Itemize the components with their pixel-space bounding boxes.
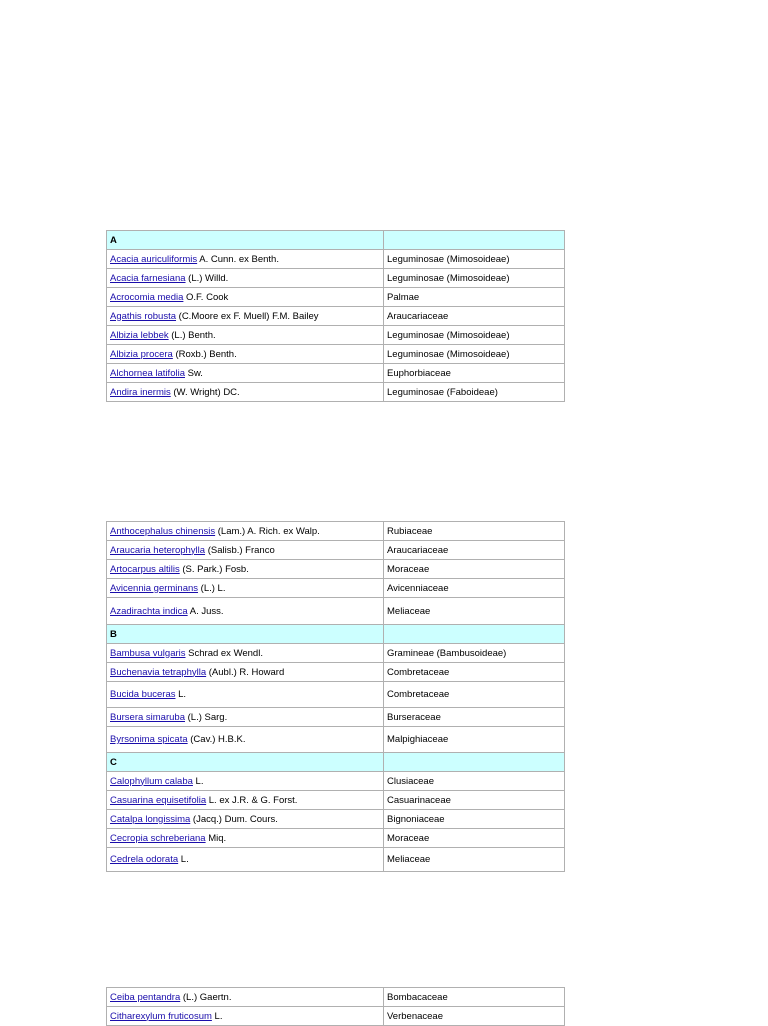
table-row [107, 541, 565, 560]
species-table-1 [106, 230, 565, 402]
species-name-cell [107, 988, 384, 1007]
species-link[interactable]: Albizia procera [110, 348, 173, 360]
family-cell: Malpighiaceae [384, 727, 565, 753]
table-row [107, 269, 565, 288]
species-name-cell [107, 326, 384, 345]
species-author: (L.) Willd. [185, 272, 229, 284]
table-row [107, 307, 565, 326]
species-link[interactable]: Buchenavia tetraphylla [110, 666, 207, 678]
table-row [107, 708, 565, 727]
family-cell: Moraceae [384, 560, 565, 579]
species-author: (Lam.) A. Rich. ex Walp. [215, 525, 320, 537]
species-link[interactable]: Casuarina equisetifolia [110, 794, 207, 806]
species-table-3 [106, 987, 565, 1026]
species-name-cell [107, 682, 384, 708]
table-row [107, 663, 565, 682]
species-name-cell [107, 345, 384, 364]
species-link[interactable]: Byrsonima spicata [110, 734, 188, 745]
table-row [107, 791, 565, 810]
species-name-cell [107, 250, 384, 269]
table-row [107, 1007, 565, 1026]
species-name-cell [107, 269, 384, 288]
table-row [107, 644, 565, 663]
species-name-cell [107, 810, 384, 829]
species-author: Schrad ex Wendl. [185, 647, 263, 659]
table-row [107, 727, 565, 753]
table-row [107, 250, 565, 269]
species-link[interactable]: Ceiba pentandra [110, 991, 181, 1003]
species-link[interactable]: Andira inermis [110, 386, 171, 398]
family-cell: Meliaceae [384, 598, 565, 625]
table-row [107, 598, 565, 625]
family-cell: Gramineae (Bambusoideae) [384, 644, 565, 663]
species-link[interactable]: Artocarpus altilis [110, 563, 180, 575]
species-link[interactable]: Albizia lebbek [110, 329, 169, 341]
family-cell: Clusiaceae [384, 772, 565, 791]
species-name-cell [107, 644, 384, 663]
family-cell: Verbenaceae [384, 1007, 565, 1026]
species-author: L. [178, 854, 189, 865]
family-cell: Combretaceae [384, 682, 565, 708]
family-cell: Leguminosae (Mimosoideae) [384, 326, 565, 345]
species-author: (Roxb.) Benth. [172, 348, 237, 360]
family-cell: Leguminosae (Faboideae) [384, 383, 565, 402]
species-author: Miq. [205, 832, 227, 844]
species-link[interactable]: Citharexylum fruticosum [110, 1010, 212, 1022]
species-link[interactable]: Bursera simaruba [110, 711, 185, 723]
letter-header-empty-cell [384, 753, 565, 772]
table-row [107, 682, 565, 708]
table-row [107, 288, 565, 307]
species-author: L. ex J.R. & G. Forst. [206, 794, 298, 806]
species-link[interactable]: Azadirachta indica [110, 605, 188, 617]
species-author: (Salisb.) Franco [205, 544, 275, 556]
species-name-cell [107, 541, 384, 560]
species-name-cell [107, 791, 384, 810]
letter-heading: B [107, 625, 384, 644]
species-author: L. [175, 689, 187, 700]
species-author: (Cav.) H.B.K. [187, 734, 246, 745]
species-name-cell [107, 598, 384, 625]
species-name-cell [107, 663, 384, 682]
table-row [107, 579, 565, 598]
species-link[interactable]: Alchornea latifolia [110, 367, 185, 379]
species-author: Sw. [185, 367, 203, 379]
species-name-cell [107, 848, 384, 872]
letter-heading: C [107, 753, 384, 772]
family-cell: Meliaceae [384, 848, 565, 872]
family-cell: Euphorbiaceae [384, 364, 565, 383]
table-row [107, 848, 565, 872]
species-link[interactable]: Avicennia germinans [110, 582, 199, 594]
letter-header-row [107, 625, 565, 644]
family-cell: Moraceae [384, 829, 565, 848]
family-cell: Leguminosae (Mimosoideae) [384, 269, 565, 288]
table-row [107, 810, 565, 829]
species-link[interactable]: Bambusa vulgaris [110, 647, 186, 659]
family-cell: Rubiaceae [384, 522, 565, 541]
species-name-cell [107, 727, 384, 753]
family-cell: Araucariaceae [384, 307, 565, 326]
family-cell: Bignoniaceae [384, 810, 565, 829]
species-author: L. [192, 775, 204, 787]
species-author: (L.) Gaertn. [180, 991, 232, 1003]
species-name-cell [107, 383, 384, 402]
table-row [107, 988, 565, 1007]
table-row [107, 326, 565, 345]
species-link[interactable]: Cedrela odorata [110, 854, 179, 865]
letter-heading: A [107, 231, 384, 250]
letter-header-empty-cell [384, 625, 565, 644]
species-link[interactable]: Araucaria heterophylla [110, 544, 206, 556]
table-row [107, 772, 565, 791]
family-cell: Leguminosae (Mimosoideae) [384, 345, 565, 364]
family-cell: Bombacaceae [384, 988, 565, 1007]
species-author: (W. Wright) DC. [170, 386, 240, 398]
species-name-cell [107, 772, 384, 791]
species-author: (S. Park.) Fosb. [179, 563, 249, 575]
species-name-cell [107, 522, 384, 541]
table-row [107, 560, 565, 579]
species-link[interactable]: Acacia auriculiformis [110, 253, 198, 265]
species-author: L. [211, 1010, 223, 1022]
species-link[interactable]: Bucida buceras [110, 689, 176, 700]
species-link[interactable]: Agathis robusta [110, 310, 177, 322]
species-table-2 [106, 521, 565, 872]
species-author: O.F. Cook [183, 291, 229, 303]
table-row [107, 364, 565, 383]
letter-header-row [107, 753, 565, 772]
species-name-cell [107, 288, 384, 307]
family-cell: Burseraceae [384, 708, 565, 727]
table-row [107, 522, 565, 541]
species-link[interactable]: Acacia farnesiana [110, 272, 186, 284]
species-name-cell [107, 307, 384, 326]
species-link[interactable]: Cecropia schreberiana [110, 832, 206, 844]
species-author: (L.) Sarg. [184, 711, 228, 723]
table-row [107, 345, 565, 364]
family-cell: Casuarinaceae [384, 791, 565, 810]
species-name-cell [107, 708, 384, 727]
species-author: (Jacq.) Dum. Cours. [190, 813, 278, 825]
table-row [107, 383, 565, 402]
species-author: (L.) L. [198, 582, 226, 594]
species-name-cell [107, 829, 384, 848]
species-link[interactable]: Anthocephalus chinensis [110, 525, 216, 537]
species-link[interactable]: Calophyllum calaba [110, 775, 193, 787]
species-author: (Aubl.) R. Howard [206, 666, 285, 678]
species-author: (L.) Benth. [168, 329, 216, 341]
family-cell: Combretaceae [384, 663, 565, 682]
table-row [107, 829, 565, 848]
species-name-cell [107, 560, 384, 579]
family-cell: Avicenniaceae [384, 579, 565, 598]
species-name-cell [107, 364, 384, 383]
species-link[interactable]: Acrocomia media [110, 291, 184, 303]
species-name-cell [107, 1007, 384, 1026]
family-cell: Palmae [384, 288, 565, 307]
species-author: (C.Moore ex F. Muell) F.M. Bailey [176, 310, 319, 322]
letter-header-row [107, 231, 565, 250]
species-author: A. Cunn. ex Benth. [197, 253, 279, 265]
family-cell: Leguminosae (Mimosoideae) [384, 250, 565, 269]
species-author: A. Juss. [187, 605, 224, 617]
species-name-cell [107, 579, 384, 598]
letter-header-empty-cell [384, 231, 565, 250]
species-link[interactable]: Catalpa longissima [110, 813, 191, 825]
family-cell: Araucariaceae [384, 541, 565, 560]
